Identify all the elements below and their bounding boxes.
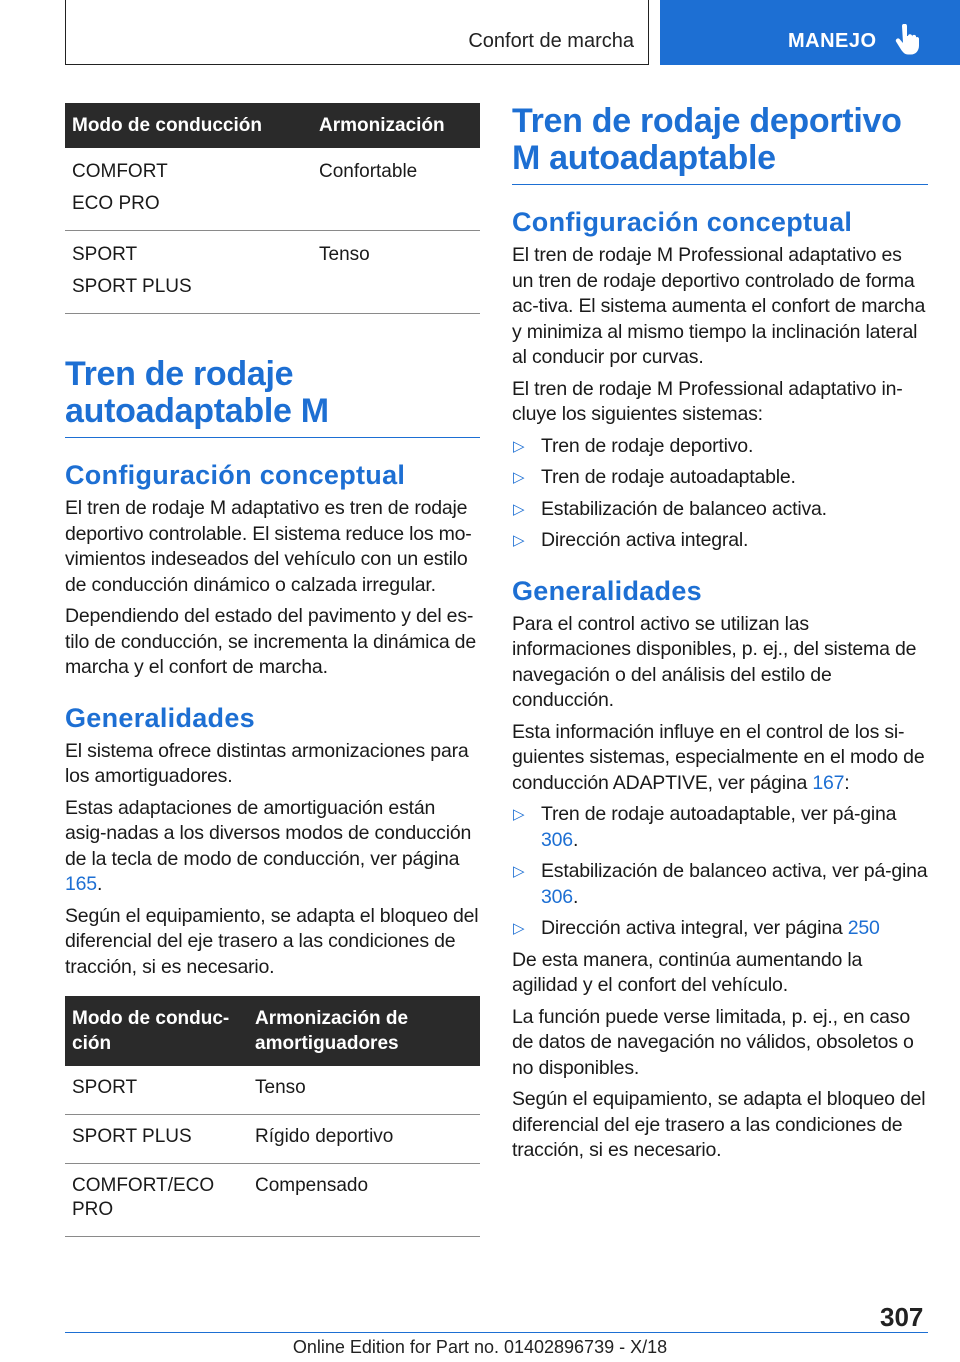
- table-row: [65, 231, 480, 314]
- punctuation: :: [844, 771, 850, 794]
- list-item-text: Dirección activa integral.: [541, 529, 749, 551]
- triangle-bullet-icon: ▷: [513, 806, 525, 823]
- table-header-row: [65, 103, 480, 148]
- table-cell-mode: COMFORT/ECO PRO: [65, 1164, 248, 1237]
- table-cell-mode: SPORT: [65, 1066, 248, 1115]
- page-link[interactable]: 250: [847, 917, 880, 939]
- table-header-mode: Modo de conducción: [65, 103, 312, 148]
- paragraph: Para el control activo se utilizan las informaciones disponibles, p. ej., del sistema de navegación o del análisis del estilo de conducción.: [512, 612, 917, 711]
- page-link[interactable]: 167: [812, 771, 845, 794]
- section-heading: Tren de rodaje deportivo M autoadaptable: [512, 103, 928, 185]
- header-chapter-tab[interactable]: [660, 0, 960, 65]
- list-item-text: Estabilización de balanceo activa.: [541, 497, 827, 520]
- left-column: [65, 103, 480, 1237]
- paragraph-with-link: [65, 796, 480, 898]
- subheading-general: Generalidades: [65, 702, 255, 733]
- paragraph-with-link: [512, 720, 928, 797]
- table-row: [65, 1164, 480, 1237]
- mode-line: SPORT: [72, 244, 138, 265]
- systems-list: [512, 434, 928, 554]
- paragraph: Según el equipamiento, se adapta el bloqueo del diferencial del eje trasero a las condiciones de tracción, si es necesario.: [512, 1088, 926, 1161]
- list-item-text: Estabilización de balanceo activa, ver pá-gina: [541, 860, 928, 882]
- table-row: [65, 1066, 480, 1115]
- table-cell-value: Compensado: [248, 1164, 480, 1237]
- list-item: [512, 802, 928, 853]
- table-cell-mode: [65, 231, 312, 314]
- table-cell-value: Tenso: [248, 1066, 480, 1115]
- list-item-text: Tren de rodaje autoadaptable.: [541, 466, 796, 488]
- chapter-title: MANEJO: [788, 30, 877, 52]
- triangle-bullet-icon: ▷: [513, 500, 525, 518]
- punctuation: .: [572, 885, 579, 908]
- table-row: [65, 148, 480, 231]
- triangle-bullet-icon: ▷: [513, 920, 525, 937]
- footer-divider: [65, 1332, 928, 1333]
- page-link[interactable]: 306: [541, 885, 573, 908]
- table-cell-mode: SPORT PLUS: [65, 1115, 248, 1164]
- table-cell-value: Rígido deportivo: [248, 1115, 480, 1164]
- mode-line: SPORT PLUS: [72, 276, 192, 297]
- mode-line: ECO PRO: [72, 193, 160, 214]
- triangle-bullet-icon: ▷: [513, 863, 525, 880]
- subheading-concept: Configuración conceptual: [512, 207, 853, 237]
- table-row: [65, 1115, 480, 1164]
- list-item-text: Tren de rodaje autoadaptable, ver pá-gina: [541, 803, 897, 825]
- paragraph: El sistema ofrece distintas armonizaciones para los amortiguadores.: [65, 739, 469, 787]
- header-section-box: [65, 0, 649, 65]
- list-item: [512, 528, 928, 554]
- drive-mode-table: [65, 103, 480, 314]
- paragraph: Dependiendo del estado del pavimento y del es-tilo de conducción, se incrementa la dinámica de marcha y el confort de marcha.: [65, 605, 476, 678]
- subheading-concept: Configuración conceptual: [65, 460, 406, 490]
- paragraph-text: Estas adaptaciones de amortiguación están asig-nadas a los diversos modos de conducción de la tecla de modo de conducción, ver página: [65, 796, 472, 870]
- paragraph-text: Esta información influye en el control de los si-guientes sistemas, especialmente en el modo de conducción ADAPTIVE, ver página: [512, 720, 925, 794]
- damper-tuning-table: [65, 996, 480, 1237]
- paragraph: El tren de rodaje M adaptativo es tren de rodaje deportivo controlable. El sistema reduce los mo-vimientos indeseados del vehículo con un estilo de conducción dinámico o calzada irregular.: [65, 497, 472, 596]
- table-cell-mode: [65, 148, 312, 231]
- list-item-text: Dirección activa integral, ver página: [541, 917, 848, 939]
- table-header-row: [65, 996, 480, 1066]
- list-item: [512, 434, 928, 460]
- list-item-text: Tren de rodaje deportivo.: [541, 434, 754, 457]
- subheading-general: Generalidades: [512, 575, 702, 606]
- table-header-tuning: Armonización: [312, 103, 480, 148]
- edition-footer: Online Edition for Part no. 01402896739 - X/18: [292, 1337, 668, 1357]
- punctuation: .: [96, 873, 103, 895]
- table-header-damper: Armonización de amortiguadores: [248, 996, 480, 1066]
- list-item: [512, 497, 928, 523]
- section-heading: Tren de rodaje autoadaptable M: [65, 356, 480, 438]
- page-link[interactable]: 306: [541, 828, 573, 851]
- section-title: Confort de marcha: [468, 30, 634, 52]
- paragraph: El tren de rodaje M Professional adaptativo es un tren de rodaje deportivo controlado de forma ac-tiva. El sistema aumenta el confort de marcha y minimiza al mismo tiempo la inclinación lateral al conducir por curvas.: [512, 244, 926, 368]
- right-column: [512, 103, 928, 1164]
- triangle-bullet-icon: ▷: [513, 437, 525, 455]
- triangle-bullet-icon: ▷: [513, 469, 525, 486]
- page-number: 307: [880, 1302, 924, 1332]
- mode-line: COMFORT: [72, 161, 168, 182]
- page-link[interactable]: 165: [65, 873, 97, 895]
- table-cell-value: Tenso: [312, 231, 480, 314]
- paragraph: La función puede verse limitada, p. ej., en caso de datos de navegación no válidos, obsoletos o no disponibles.: [512, 1005, 914, 1079]
- paragraph: De esta manera, continúa aumentando la agilidad y el confort del vehículo.: [512, 948, 863, 996]
- table-header-mode: Modo de conduc-ción: [65, 996, 248, 1066]
- table-cell-value: Confortable: [312, 148, 480, 231]
- affected-systems-list: [512, 802, 928, 942]
- list-item: [512, 465, 928, 491]
- list-item: [512, 859, 928, 910]
- list-item: [512, 916, 928, 942]
- hand-pointer-icon: [894, 24, 920, 56]
- paragraph: Según el equipamiento, se adapta el bloqueo del diferencial del eje trasero a las condiciones de tracción, si es necesario.: [65, 904, 479, 978]
- punctuation: .: [572, 828, 579, 851]
- triangle-bullet-icon: ▷: [513, 532, 525, 549]
- paragraph: El tren de rodaje M Professional adaptativo in-cluye los siguientes sistemas:: [512, 377, 903, 425]
